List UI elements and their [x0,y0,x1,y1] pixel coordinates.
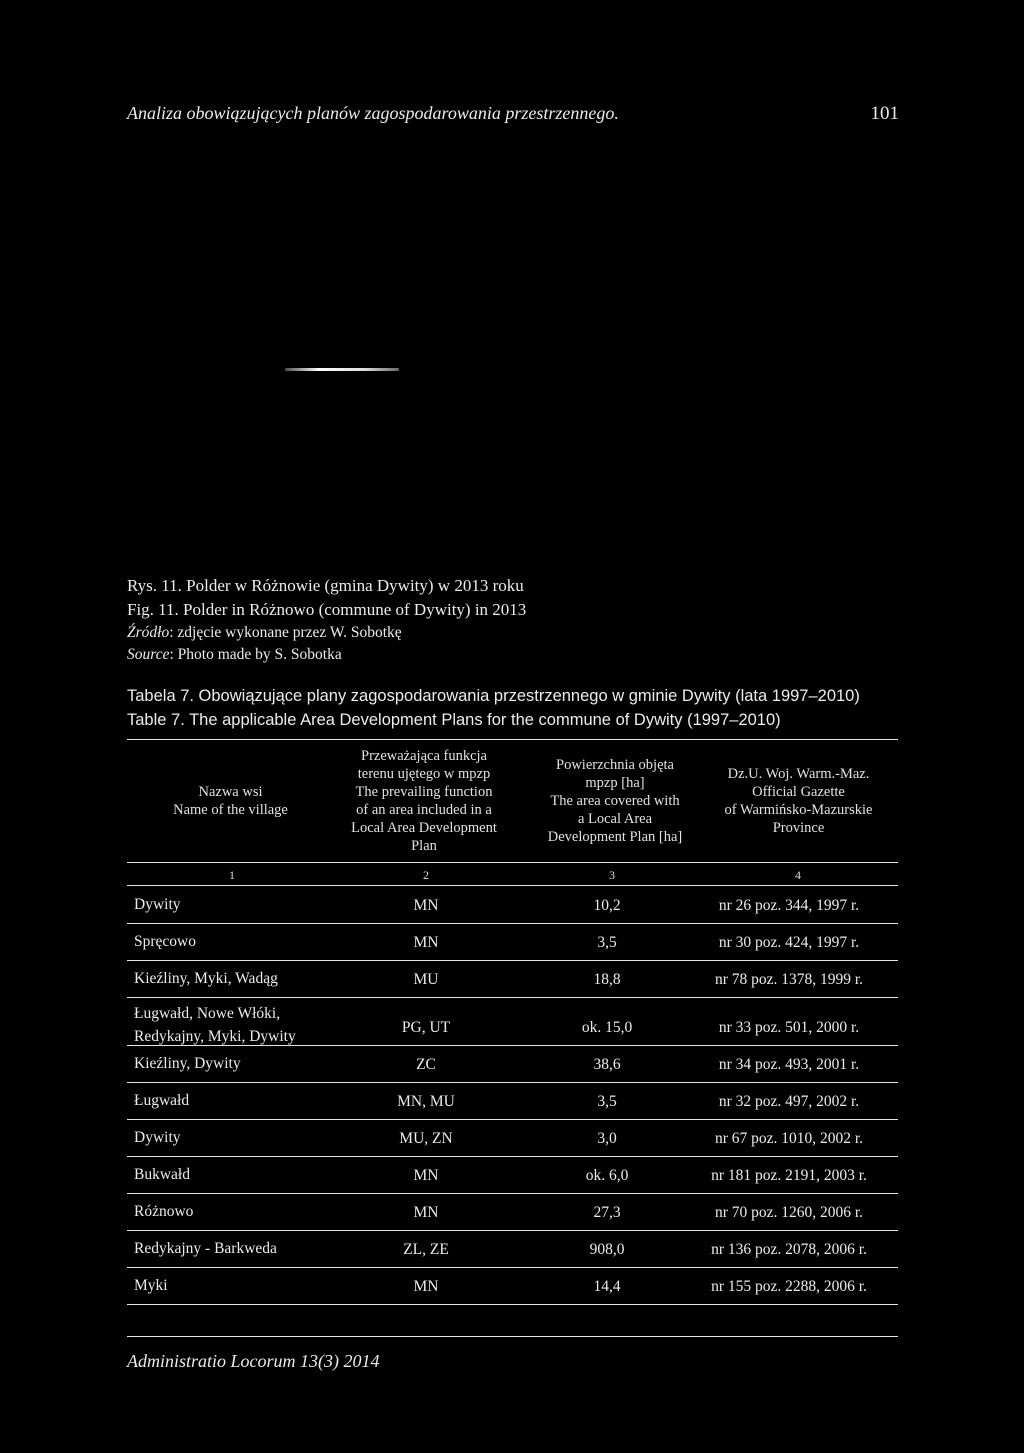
cell-village-line: Ługwałd, Nowe Włóki, [134,1005,281,1022]
table-row [127,1276,898,1298]
cell-village-line: Dywity [134,896,181,913]
cell-village-line: Bukwałd [134,1166,190,1183]
cell-gazette: nr 32 poz. 497, 2002 r. [718,1093,860,1110]
cell-function: MN [413,1167,439,1184]
cell-gazette: nr 34 poz. 493, 2001 r. [718,1056,860,1073]
header-village [127,740,334,862]
source-en-text: : Photo made by S. Sobotka [169,646,342,663]
cell-area: 10,2 [593,897,621,914]
cell-area: 18,8 [593,971,621,988]
header-gazette-line: Dz.U. Woj. Warm.-Maz. [727,766,870,782]
source-en-label: Source [127,646,170,663]
header-function-line: Przeważająca funkcja [361,748,487,764]
column-number: 1 [229,868,235,882]
header-village-line: Name of the village [173,802,288,818]
cell-village-line: Redykajny - Barkweda [134,1240,277,1257]
row-rule [127,997,898,998]
header-gazette-line: Official Gazette [752,784,845,800]
cell-gazette: nr 67 poz. 1010, 2002 r. [714,1130,864,1147]
cell-gazette: nr 26 poz. 344, 1997 r. [718,897,860,914]
cell-village-line: Kieźliny, Dywity [134,1055,241,1072]
cell-village-line: Redykajny, Myki, Dywity [134,1028,296,1045]
cell-village [134,1054,241,1074]
cell-gazette: nr 136 poz. 2078, 2006 r. [711,1241,867,1258]
source-pl-label: Źródło [127,624,170,641]
column-number: 4 [795,868,801,882]
cell-village-line: Spręcowo [134,933,196,950]
column-number: 3 [609,868,615,882]
cell-area: 3,5 [597,1093,617,1110]
table-caption-pl: Tabela 7. Obowiązujące plany zagospodarowania przestrzennego w gminie Dywity (lata 1997–2010) [127,687,860,705]
cell-village [134,1002,296,1048]
header-area-line: Powierzchnia objęta [556,757,674,773]
table-caption-en: Table 7. The applicable Area Development Plans for the commune of Dywity (1997–2010) [127,711,781,729]
table-row [127,1128,898,1150]
cell-gazette: nr 33 poz. 501, 2000 r. [718,1019,860,1036]
table-row [127,1239,898,1261]
cell-village-line: Ługwałd [134,1092,190,1109]
cell-gazette: nr 181 poz. 2191, 2003 r. [711,1167,867,1184]
cell-area: 27,3 [593,1204,621,1221]
cell-village [134,895,181,915]
source-pl-text: : zdjęcie wykonane przez W. Sobotkę [169,624,402,641]
header-area [515,740,715,862]
cell-area: 38,6 [593,1056,621,1073]
figure-photo [127,140,897,560]
cell-village [134,932,196,952]
cell-area: ok. 6,0 [585,1167,629,1184]
footer-rule [127,1336,898,1337]
cell-village [134,1165,190,1185]
row-rule [127,1304,898,1305]
figure-caption-en: Fig. 11. Polder in Różnowo (commune of Dywity) in 2013 [127,600,527,619]
cell-village-line: Kieźliny, Myki, Wadąg [134,970,278,987]
header-function [324,740,524,862]
cell-village [134,969,278,989]
header-gazette-line: Province [772,820,825,836]
cell-area: 908,0 [589,1241,625,1258]
row-rule [127,1156,898,1157]
cell-village-line: Różnowo [134,1203,194,1220]
header-area-line: The area covered with [550,793,680,809]
cell-village-line: Dywity [134,1129,181,1146]
cell-area: 14,4 [593,1278,621,1295]
cell-village [134,1091,189,1111]
header-function-line: of an area included in a [356,802,492,818]
cell-village [134,1128,181,1148]
row-rule [127,1193,898,1194]
cell-village [134,1202,193,1222]
cell-gazette: nr 70 poz. 1260, 2006 r. [714,1204,864,1221]
footer-journal: Administratio Locorum 13(3) 2014 [127,1351,380,1371]
page-number: 101 [870,103,899,124]
cell-function: MU [413,971,439,988]
cell-function: MN, MU [397,1093,455,1110]
row-rule [127,1082,898,1083]
header-area-line: Development Plan [ha] [547,829,683,845]
cell-village-line: Myki [134,1277,168,1294]
running-header-title: Analiza obowiązujących planów zagospodarowania przestrzennego. [127,103,619,123]
table-row [127,1006,898,1050]
column-number: 2 [423,868,429,882]
row-rule [127,960,898,961]
cell-function: MN [413,897,439,914]
cell-function: PG, UT [401,1019,451,1036]
cell-function: ZC [416,1056,436,1073]
column-number-rule [127,885,898,886]
cell-village [134,1276,168,1296]
running-header [127,103,901,127]
header-village-line: Nazwa wsi [198,784,263,800]
cell-function: MN [413,1204,439,1221]
cell-function: ZL, ZE [403,1241,449,1258]
row-rule [127,923,898,924]
figure-source-pl [127,622,402,643]
cell-function: MU, ZN [399,1130,453,1147]
cell-gazette: nr 78 poz. 1378, 1999 r. [714,971,864,988]
table-row [127,1054,898,1076]
cell-gazette: nr 155 poz. 2288, 2006 r. [711,1278,867,1295]
cell-gazette: nr 30 poz. 424, 1997 r. [718,934,860,951]
cell-area: 3,0 [597,1130,617,1147]
cell-area: ok. 15,0 [581,1019,633,1036]
table-row [127,969,898,991]
figure-source-en [127,644,342,665]
cell-function: MN [413,1278,439,1295]
table-row [127,1091,898,1113]
header-function-line: Local Area Development [351,820,497,836]
header-rule [127,862,898,863]
row-rule [127,1045,898,1046]
row-rule [127,1119,898,1120]
header-area-line: mpzp [ha] [585,775,645,791]
cell-area: 3,5 [597,934,617,951]
table-row [127,932,898,954]
photo-light-streak [285,368,399,371]
cell-function: MN [413,934,439,951]
table-row [127,895,898,917]
header-area-line: a Local Area [577,811,653,827]
row-rule [127,1267,898,1268]
table-row [127,1202,898,1224]
figure-caption-pl: Rys. 11. Polder w Różnowie (gmina Dywity) w 2013 roku [127,576,524,595]
row-rule [127,1230,898,1231]
header-gazette-line: of Warmińsko-Mazurskie [724,802,873,818]
header-function-line: The prevailing function [355,784,493,800]
table-row [127,1165,898,1187]
cell-village [134,1239,277,1259]
table-header [127,740,898,862]
header-function-line: Plan [411,838,437,854]
header-function-line: terenu ujętego w mpzp [357,766,491,782]
header-gazette [699,740,898,862]
